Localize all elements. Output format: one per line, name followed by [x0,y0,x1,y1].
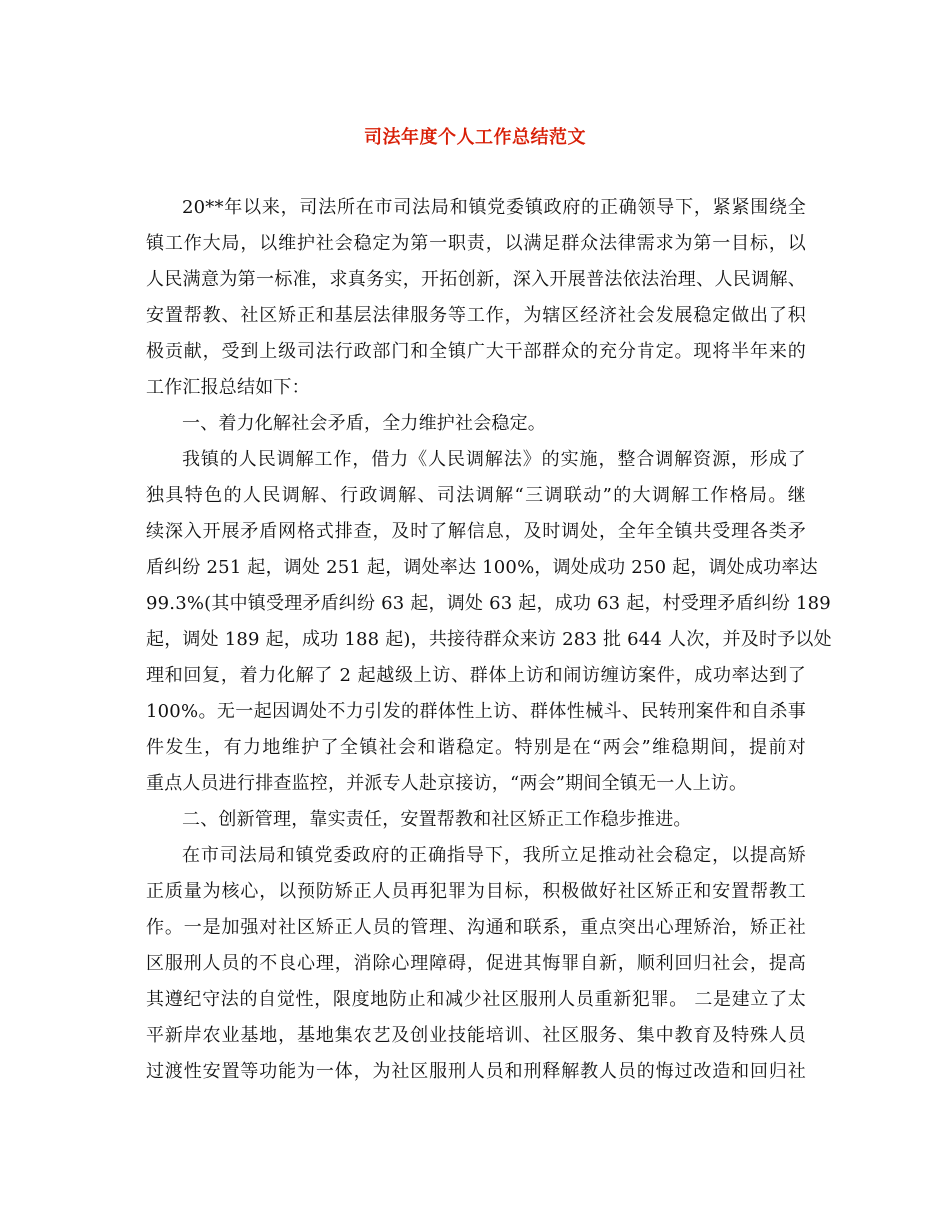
body-line: 人民满意为第一标准，求真务实，开拓创新，深入开展普法依法治理、人民调解、 [146,269,806,290]
body-line: 工作汇报总结如下： [146,377,310,398]
body-line: 100%。无一起因调处不力引发的群体性上访、群体性械斗、民转刑案件和自杀事 [146,701,806,722]
body-line: 理和回复，着力化解了 2 起越级上访、群体上访和闹访缠访案件，成功率达到了 [146,665,806,686]
body-line: 独具特色的人民调解、行政调解、司法调解“三调联动”的大调解工作格局。继 [146,485,806,506]
body-line: 其遵纪守法的自觉性，限度地防止和减少社区服刑人员重新犯罪。 二是建立了太 [146,989,806,1010]
body-line: 平新岸农业基地，基地集农艺及创业技能培训、社区服务、集中教育及特殊人员 [146,1025,806,1046]
body-line: 过渡性安置等功能为一体，为社区服刑人员和刑释解教人员的悔过改造和回归社 [146,1061,806,1082]
body-line: 件发生，有力地维护了全镇社会和谐稳定。特别是在“两会”维稳期间，提前对 [146,737,806,758]
body-line: 起，调处 189 起，成功 188 起)，共接待群众来访 283 批 644 人次，并及时予以处 [146,629,832,650]
body-line: 极贡献，受到上级司法行政部门和全镇广大干部群众的充分肯定。现将半年来的 [146,341,806,362]
body-line: 99.3%(其中镇受理矛盾纠纷 63 起，调处 63 起，成功 63 起，村受理矛盾纠纷 189 [146,593,831,614]
body-line: 在市司法局和镇党委政府的正确指导下，我所立足推动社会稳定，以提高矫 [182,845,806,866]
body-line: 安置帮教、社区矫正和基层法律服务等工作，为辖区经济社会发展稳定做出了积 [146,305,806,326]
body-line: 我镇的人民调解工作，借力《人民调解法》的实施，整合调解资源，形成了 [182,449,806,470]
body-line: 一、着力化解社会矛盾，全力维护社会稳定。 [182,413,546,434]
body-line: 二、创新管理，靠实责任，安置帮教和社区矫正工作稳步推进。 [182,809,692,830]
body-line: 镇工作大局，以维护社会稳定为第一职责，以满足群众法律需求为第一目标，以 [146,233,806,254]
body-line: 重点人员进行排查监控，并派专人赴京接访，“两会”期间全镇无一人上访。 [146,773,748,794]
document-title: 司法年度个人工作总结范文 [364,127,586,148]
body-line: 区服刑人员的不良心理，消除心理障碍，促进其悔罪自新，顺利回归社会，提高 [146,953,806,974]
body-line: 续深入开展矛盾网格式排查，及时了解信息，及时调处，全年全镇共受理各类矛 [146,521,806,542]
body-line: 盾纠纷 251 起，调处 251 起，调处率达 100%，调处成功 250 起，调处成功率达 [146,557,818,578]
body-line: 作。一是加强对社区矫正人员的管理、沟通和联系，重点突出心理矫治，矫正社 [146,917,806,938]
body-line: 正质量为核心，以预防矫正人员再犯罪为目标，积极做好社区矫正和安置帮教工 [146,881,806,902]
document-body [146,190,832,1090]
body-line: 20**年以来，司法所在市司法局和镇党委镇政府的正确领导下，紧紧围绕全 [182,197,806,218]
